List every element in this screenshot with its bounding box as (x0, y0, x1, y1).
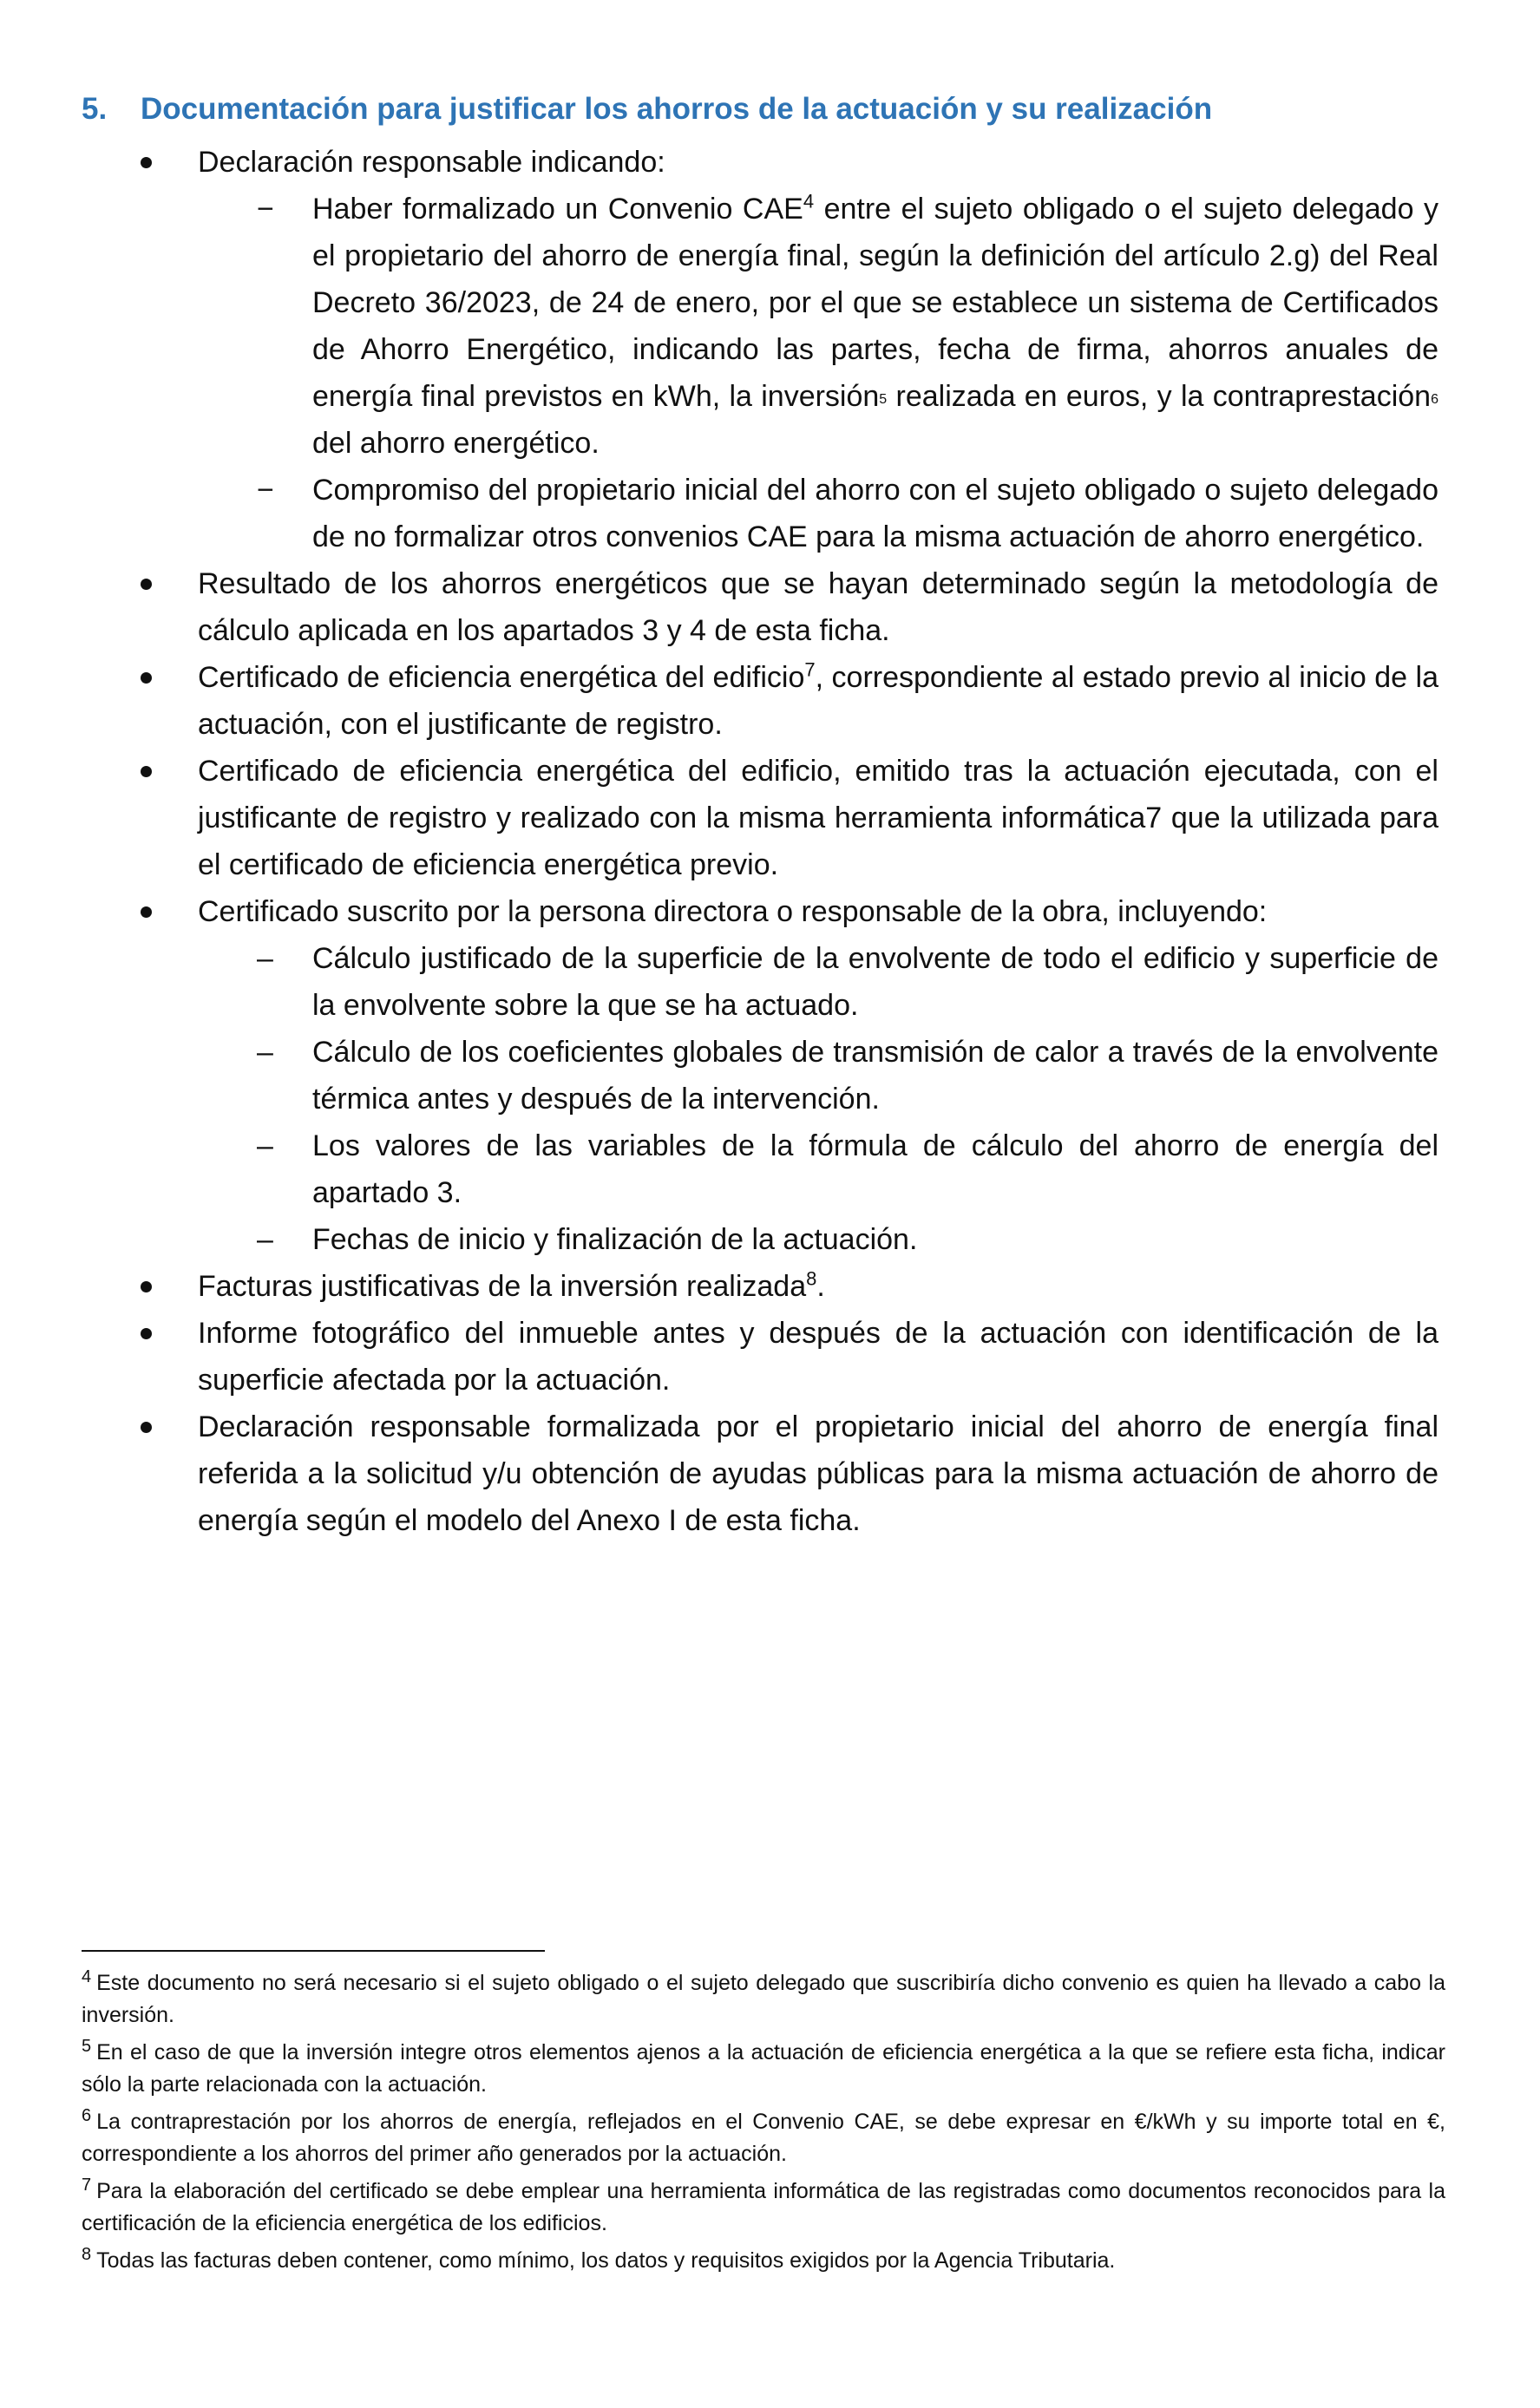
footnote-number: 6 (82, 2105, 92, 2125)
footnotes (82, 1967, 1445, 2282)
footnote-number: 8 (82, 2244, 92, 2264)
bullet-dot-icon (141, 766, 152, 777)
section-number: 5. (82, 92, 108, 126)
bullet-item (0, 654, 1438, 748)
dash-marker: − (257, 474, 274, 507)
text-segment: , correspondiente al estado previo al inicio de la actuación, con el justificante de registro. (198, 661, 1439, 741)
footnote-separator (82, 1950, 545, 1952)
section-heading (82, 87, 1452, 132)
bullet-dot-icon (141, 1328, 152, 1339)
text-segment: del ahorro energético. (312, 427, 600, 460)
bullet-text: Certificado suscrito por la persona directora o responsable de la obra, incluyendo: (198, 895, 1268, 928)
bullet-dot-icon (141, 1281, 152, 1292)
footnote-number: 4 (82, 1966, 92, 1986)
footnote-text: Este documento no será necesario si el sujeto obligado o el sujeto delegado que suscribiría dicho convenio es quien ha llevado a cabo la inversión. (82, 1971, 1445, 2027)
footnote-number: 7 (82, 2175, 92, 2195)
bullet-dot-icon (141, 906, 152, 918)
footnote-ref: 7 (804, 658, 816, 681)
bullet-item (0, 1263, 1438, 1310)
bullet-item (0, 560, 1438, 654)
bullet-dot-icon (141, 579, 152, 590)
footnote-ref: 4 (803, 190, 815, 213)
text-segment: Cálculo justificado de la superficie de la envolvente de todo el edificio y superficie de la envolvente sobre la que se ha actuado. (312, 942, 1438, 1022)
sub-item (0, 935, 1438, 1029)
text-segment: Certificado de eficiencia energética del edificio (198, 661, 805, 694)
text-segment: Haber formalizado un Convenio CAE (312, 193, 803, 226)
text-segment: Cálculo de los coeficientes globales de transmisión de calor a través de la envolvente térmica antes y después de la intervención. (312, 1036, 1438, 1116)
bullet-item (0, 748, 1438, 888)
footnote-ref: 6 (1431, 391, 1438, 407)
text-segment: Informe fotográfico del inmueble antes y después de la actuación con identificación de la superficie afectada por la actuación. (198, 1317, 1438, 1397)
text-segment: Compromiso del propietario inicial del ahorro con el sujeto obligado o sujeto delegado de no formalizar otros convenios CAE para la misma actuación de ahorro energético. (312, 474, 1438, 553)
bullet-text: Declaración responsable indicando: (198, 146, 665, 179)
bullet-dot-icon (141, 1422, 152, 1433)
bullet-dot-icon (141, 157, 152, 168)
dash-marker: – (257, 942, 273, 975)
footnote-text: Todas las facturas deben contener, como mínimo, los datos y requisitos exigidos por la Agencia Tributaria. (96, 2248, 1116, 2273)
text-segment: Certificado de eficiencia energética del edificio, emitido tras la actuación ejecutada, con el justificante de registro y realizado con la misma herramienta informática7 que la utilizada para el certificado de eficiencia energética previo. (198, 755, 1438, 881)
dash-marker: – (257, 1223, 273, 1256)
text-segment: . (816, 1270, 825, 1303)
footnote (82, 2176, 1445, 2240)
bullet-item (0, 1404, 1438, 1544)
footnote-text: En el caso de que la inversión integre otros elementos ajenos a la actuación de eficiencia energética a la que se refiere esta ficha, indicar sólo la parte relacionada con la actuación. (82, 2040, 1445, 2097)
bullet-item (0, 1310, 1438, 1404)
text-segment: entre el sujeto obligado o el sujeto delegado y el propietario del ahorro de energía final, según la definición del artículo 2.g) del Real Decreto 36/2023, de 24 de enero, por el que se establece un sistema de Certificados de Ahorro Energético, indicando las partes, fecha de firma, ahorros anuales de energía final previstos en kWh, la inversión (312, 193, 1438, 413)
footnote-number: 5 (82, 2036, 92, 2056)
dash-marker: − (257, 193, 274, 226)
footnote-ref: 5 (879, 391, 888, 407)
text-segment: Facturas justificativas de la inversión realizada (198, 1270, 807, 1303)
text-segment: Resultado de los ahorros energéticos que se hayan determinado según la metodología de cálculo aplicada en los apartados 3 y 4 de esta ficha. (198, 567, 1438, 647)
section-title: Documentación para justificar los ahorros de la actuación y su realización (141, 92, 1213, 126)
footnote (82, 2037, 1445, 2101)
footnote (82, 2245, 1445, 2277)
text-segment: Fechas de inicio y finalización de la actuación. (312, 1223, 918, 1256)
sub-item (0, 1122, 1438, 1216)
footnote-text: La contraprestación por los ahorros de energía, reflejados en el Convenio CAE, se debe expresar en €/kWh y su importe total en €, correspondiente a los ahorros del primer año generados por la actuación. (82, 2110, 1445, 2166)
sub-item (0, 1216, 1438, 1263)
footnote-text: Para la elaboración del certificado se debe emplear una herramienta informática de las registradas como documentos reconocidos para la certificación de la eficiencia energética de los edificios. (82, 2179, 1445, 2235)
dash-marker: – (257, 1129, 273, 1162)
text-segment: Declaración responsable formalizada por el propietario inicial del ahorro de energía final referida a la solicitud y/u obtención de ayudas públicas para la misma actuación de ahorro de energía según el modelo del Anexo I de esta ficha. (198, 1410, 1438, 1537)
bullet-item (0, 888, 1438, 935)
bullet-dot-icon (141, 672, 152, 684)
text-segment: Los valores de las variables de la fórmula de cálculo del ahorro de energía del apartado 3. (312, 1129, 1438, 1209)
footnote (82, 2106, 1445, 2170)
footnote-ref: 8 (806, 1267, 817, 1290)
footnote (82, 1967, 1445, 2032)
sub-item (0, 467, 1438, 560)
bullet-list (0, 139, 1540, 1544)
bullet-item (0, 139, 1438, 186)
sub-item (0, 186, 1438, 467)
dash-marker: – (257, 1036, 273, 1069)
text-segment: realizada en euros, y la contraprestación (887, 380, 1432, 413)
sub-item (0, 1029, 1438, 1122)
